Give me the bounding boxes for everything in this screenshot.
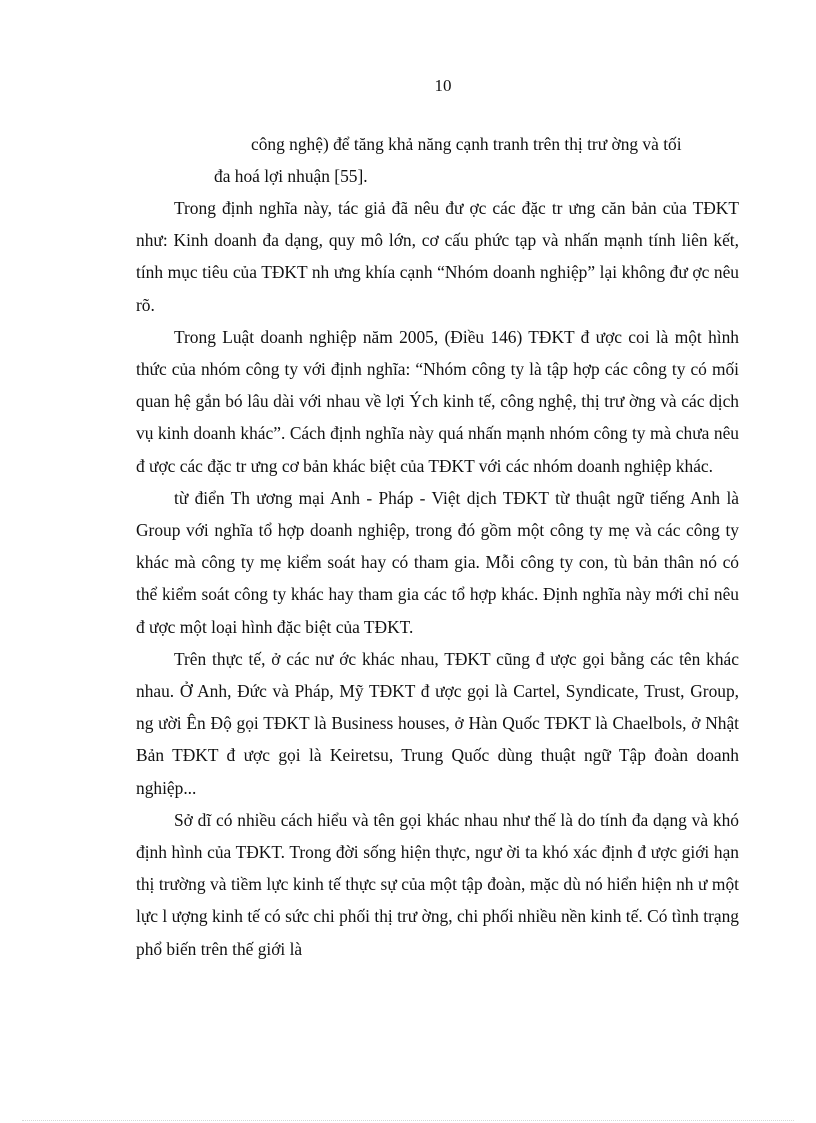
quote-line-1: công nghệ) để tăng khả năng cạnh tranh trên thị trư ờng và tối [251, 134, 682, 154]
quote-continuation [214, 128, 739, 192]
paragraph-international-names: Trên thực tế, ở các nư ớc khác nhau, TĐKT cũng đ ược gọi bằng các tên khác nhau. Ở Anh, Đức và Pháp, Mỹ TĐKT đ ược gọi là Cartel, Syndicate, Trust, Group, ng ười Ên Độ gọi TĐKT là Business houses, ở Hàn Quốc TĐKT là Chaelbols, ở Nhật Bản TĐKT đ ược gọi là Keiretsu, Trung Quốc dùng thuật ngữ Tập đoàn doanh nghiệp... [136, 648, 739, 798]
page-number: 10 [434, 76, 452, 95]
body-text [136, 192, 739, 965]
quote-line-2: đa hoá lợi nhuận [55]. [214, 166, 368, 187]
page-bottom-border [22, 1120, 794, 1121]
paragraph-enterprise-law: Trong Luật doanh nghiệp năm 2005, (Điều 146) TĐKT đ ược coi là một hình thức của nhóm công ty với định nghĩa: “Nhóm công ty là tập hợp các công ty có mối quan hệ gắn bó lâu dài với nhau về lợi Ých kinh tế, công nghệ, thị trư ờng và các dịch vụ kinh doanh khác”. Cách định nghĩa này quá nhấn mạnh nhóm công ty mà chưa nêu đ ược các đặc tr ưng cơ bản khác biệt của TĐKT với các nhóm doanh nghiệp khác. [136, 326, 739, 476]
paragraph-diversity-reason: Sở dĩ có nhiều cách hiểu và tên gọi khác nhau như thế là do tính đa dạng và khó định hình của TĐKT. Trong đời sống hiện thực, ngư ời ta khó xác định đ ược giới hạn thị trường và tiềm lực kinh tế thực sự của một tập đoàn, mặc dù nó hiển hiện nh ư một lực l ượng kinh tế có sức chi phối thị trư ờng, chi phối nhiều nền kinh tế. Có tình trạng phổ biến trên thế giới là [136, 809, 739, 959]
paragraph-trade-dictionary: từ điển Th ương mại Anh - Pháp - Việt dịch TĐKT từ thuật ngữ tiếng Anh là Group với nghĩa tổ hợp doanh nghiệp, trong đó gồm một công ty mẹ và các công ty khác mà công ty mẹ kiểm soát hay có tham gia. Mỗi công ty con, tù bản thân nó có thể kiểm soát công ty khác hay tham gia các tổ hợp khác. Định nghĩa này mới chỉ nêu đ ược một loại hình đặc biệt của TĐKT. [136, 487, 739, 637]
paragraph-definition-analysis: Trong định nghĩa này, tác giả đã nêu đư ợc các đặc tr ưng căn bản của TĐKT như: Kinh doanh đa dạng, quy mô lớn, cơ cấu phức tạp và nhấn mạnh tính liên kết, tính mục tiêu của TĐKT nh ưng khía cạnh “Nhóm doanh nghiệp” lại không đư ợc nêu rõ. [136, 198, 739, 315]
